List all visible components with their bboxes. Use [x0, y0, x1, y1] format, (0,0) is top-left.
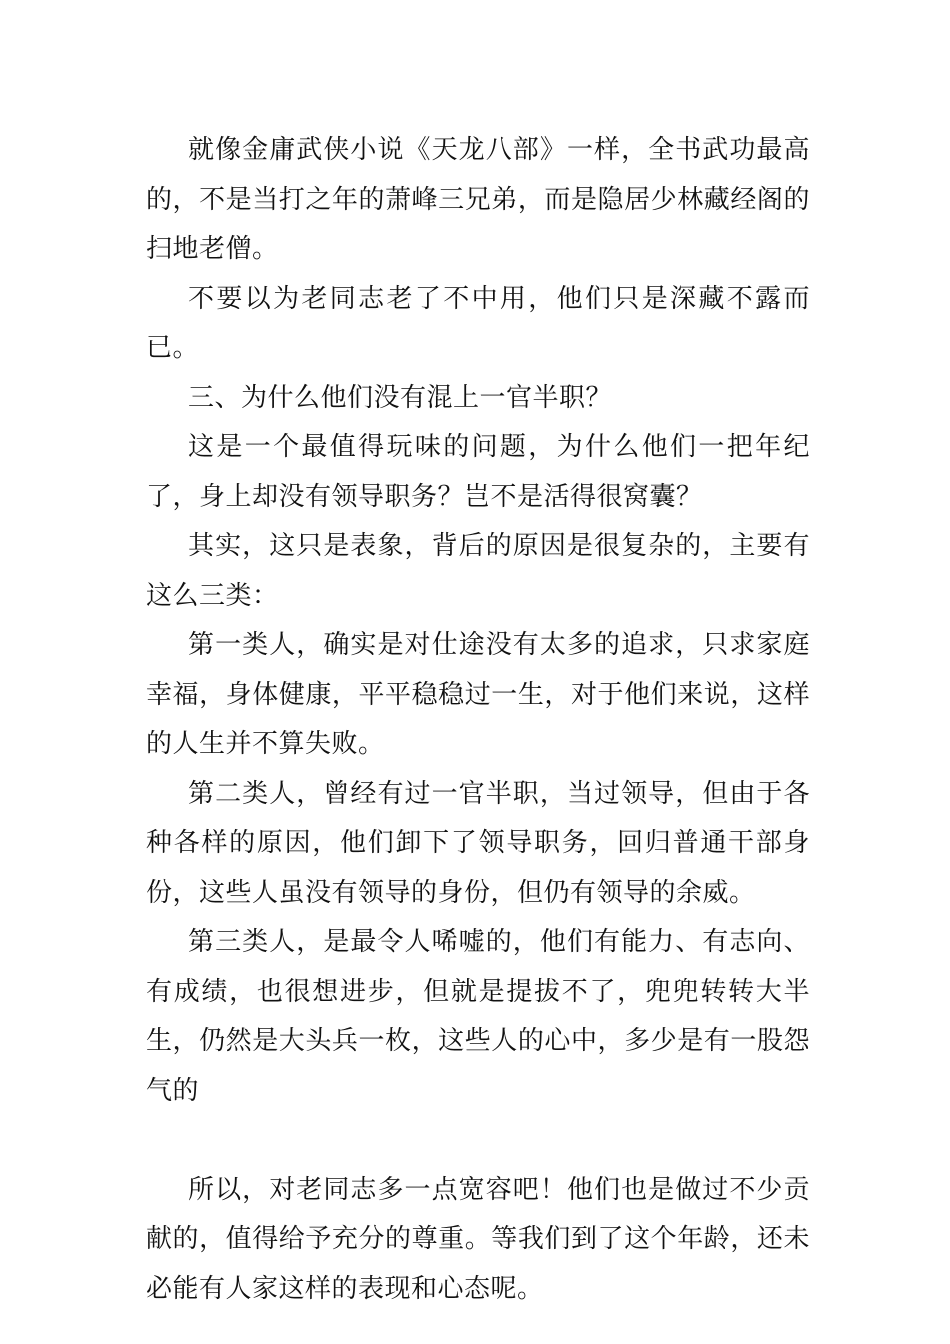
- paragraph-type-one: 第一类人，确实是对仕途没有太多的追求，只求家庭幸福，身体健康，平平稳稳过一生，对于他们来说，这样的人生并不算失败。: [146, 630, 810, 759]
- body-text: [146, 126, 810, 1314]
- paragraph-three-types: 其实，这只是表象，背后的原因是很复杂的，主要有这么三类：: [146, 531, 810, 611]
- paragraph-hidden-talent: 不要以为老同志老了不中用，他们只是深藏不露而已。: [146, 283, 810, 363]
- section-heading-three: 三、为什么他们没有混上一官半职？: [188, 382, 613, 413]
- paragraph-type-three: 第三类人，是最令人唏嘘的，他们有能力、有志向、有成绩，也很想进步，但就是提拔不了，兜兜转转大半生，仍然是大头兵一枚，这些人的心中，多少是有一股怨气的: [146, 927, 810, 1106]
- paragraph-tianlongbabu: 就像金庸武侠小说《天龙八部》一样，全书武功最高的，不是当打之年的萧峰三兄弟，而是隐居少林藏经阁的扫地老僧。: [146, 135, 810, 264]
- paragraph-conclusion: 所以，对老同志多一点宽容吧！他们也是做过不少贡献的，值得给予充分的尊重。等我们到了这个年龄，还未必能有人家这样的表现和心态呢。: [146, 1174, 810, 1304]
- paragraph-question: 这是一个最值得玩味的问题，为什么他们一把年纪了，身上却没有领导职务？岂不是活得很窝囊？: [146, 432, 810, 512]
- paragraph-type-two: 第二类人，曾经有过一官半职，当过领导，但由于各种各样的原因，他们卸下了领导职务，回归普通干部身份，这些人虽没有领导的身份，但仍有领导的余威。: [146, 778, 810, 908]
